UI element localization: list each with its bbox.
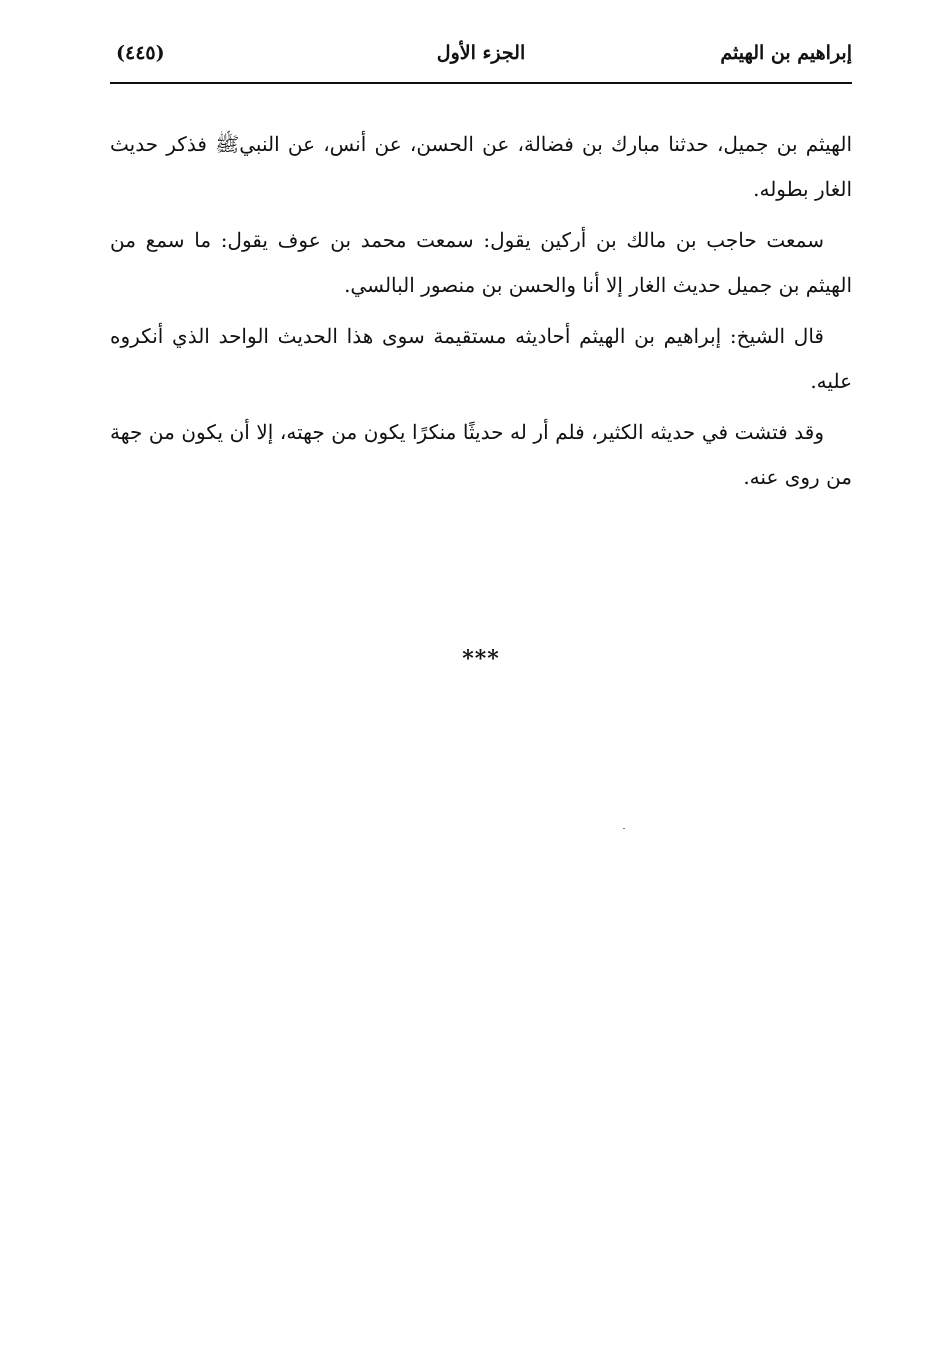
paragraph-4: وقد فتشت في حديثه الكثير، فلم أر له حديثًا منكرًا يكون من جهته، إلا أن يكون من جهة من روى عنه.: [110, 420, 852, 489]
paragraph-1: الهيثم بن جميل، حدثنا مبارك بن فضالة، عن الحسن، عن أنس، عن النبيﷺ فذكر حديث الغار بطوله.: [110, 132, 852, 201]
paragraph-3: قال الشيخ: إبراهيم بن الهيثم أحاديثه مستقيمة سوى هذا الحديث الواحد الذي أنكروه عليه.: [110, 324, 852, 393]
book-page: [110, 30, 852, 672]
scan-speck: [623, 828, 625, 829]
header-volume: الجزء الأول: [436, 42, 526, 64]
running-header: [110, 30, 852, 78]
header-rule: [110, 82, 852, 84]
page-number: (٤٤٥): [116, 42, 165, 64]
header-author: إبراهيم بن الهيثم: [720, 42, 852, 64]
main-text: [110, 122, 852, 506]
paragraph-2: سمعت حاجب بن مالك بن أركين يقول: سمعت محمد بن عوف يقول: ما سمع من الهيثم بن جميل حديث الغار إلا أنا والحسن بن منصور البالسي.: [110, 228, 852, 297]
section-separator: ***: [462, 646, 500, 672]
